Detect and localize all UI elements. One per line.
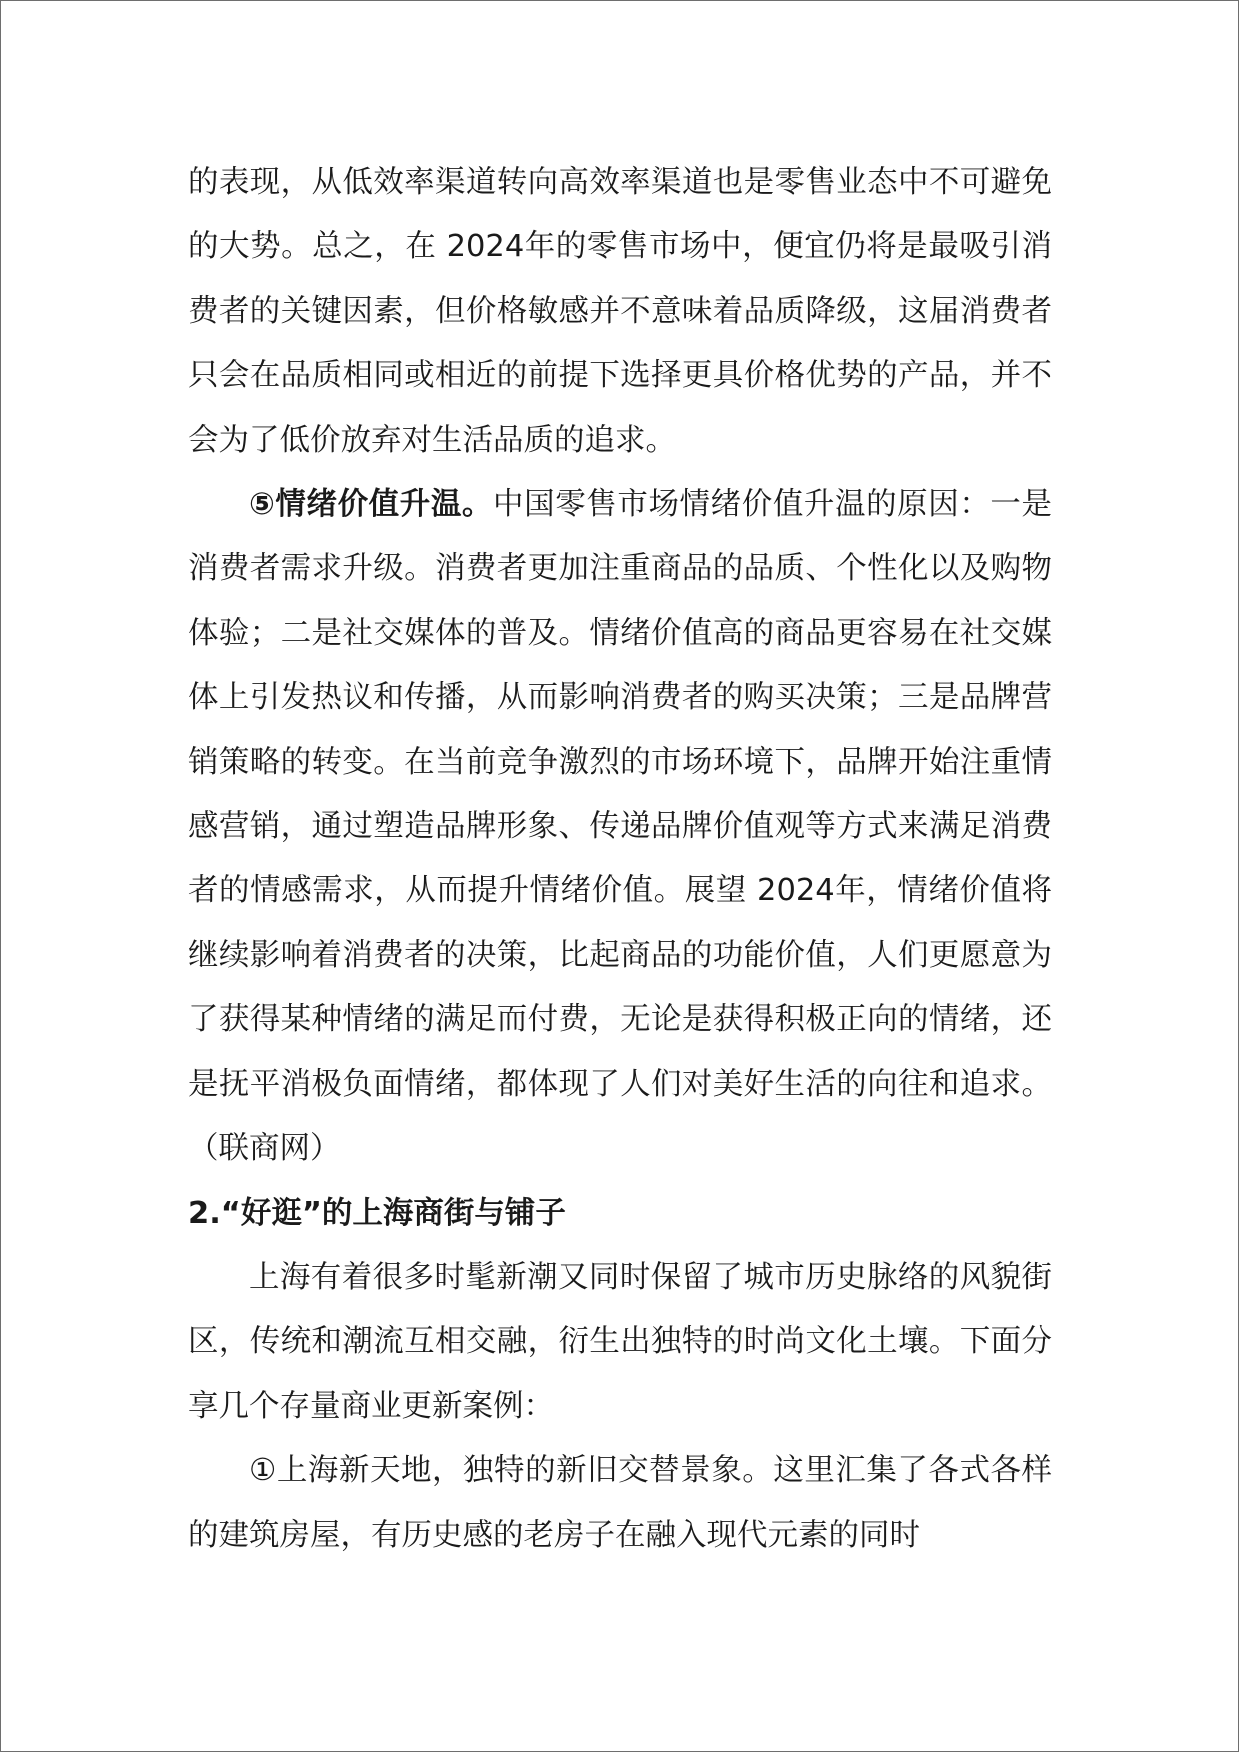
paragraph-item-1: ①上海新天地，独特的新旧交替景象。这里汇集了各式各样的建筑房屋，有历史感的老房子在融入现代元素的同时	[188, 1453, 1052, 1553]
paragraph-item-5	[188, 473, 1052, 1181]
paragraph-continued: 的表现，从低效率渠道转向高效率渠道也是零售业态中不可避免的大势。总之，在 2024年的零售市场中，便宜仍将是最吸引消费者的关键因素，但价格敏感并不意味着品质降级，这届消费者只会在品质相同或相近的前提下选择更具价格优势的产品，并不会为了低价放弃对生活品质的追求。	[188, 165, 1052, 458]
item-5-body: 中国零售市场情绪价值升温的原因：一是消费者需求升级。消费者更加注重商品的品质、个性化以及购物体验；二是社交媒体的普及。情绪价值高的商品更容易在社交媒体上引发热议和传播，从而影响消费者的购买决策；三是品牌营销策略的转变。在当前竞争激烈的市场环境下，品牌开始注重情感营销，通过塑造品牌形象、传递品牌价值观等方式来满足消费者的情感需求，从而提升情绪价值。展望 2024年，情绪价值将继续影响着消费者的决策，比起商品的功能价值，人们更愿意为了获得某种情绪的满足而付费，无论是获得积极正向的情绪，还是抚平消极负面情绪，都体现了人们对美好生活的向往和追求。（联商网）	[188, 487, 1053, 1167]
section-2-intro: 上海有着很多时髦新潮又同时保留了城市历史脉络的风貌街区，传统和潮流互相交融，衍生出独特的时尚文化土壤。下面分享几个存量商业更新案例：	[188, 1259, 1052, 1424]
item-5-title: ⑤情绪价值升温。	[249, 487, 494, 523]
document-body	[188, 151, 1052, 1568]
section-2-heading: 2.“好逛”的上海商街与铺子	[188, 1195, 566, 1231]
